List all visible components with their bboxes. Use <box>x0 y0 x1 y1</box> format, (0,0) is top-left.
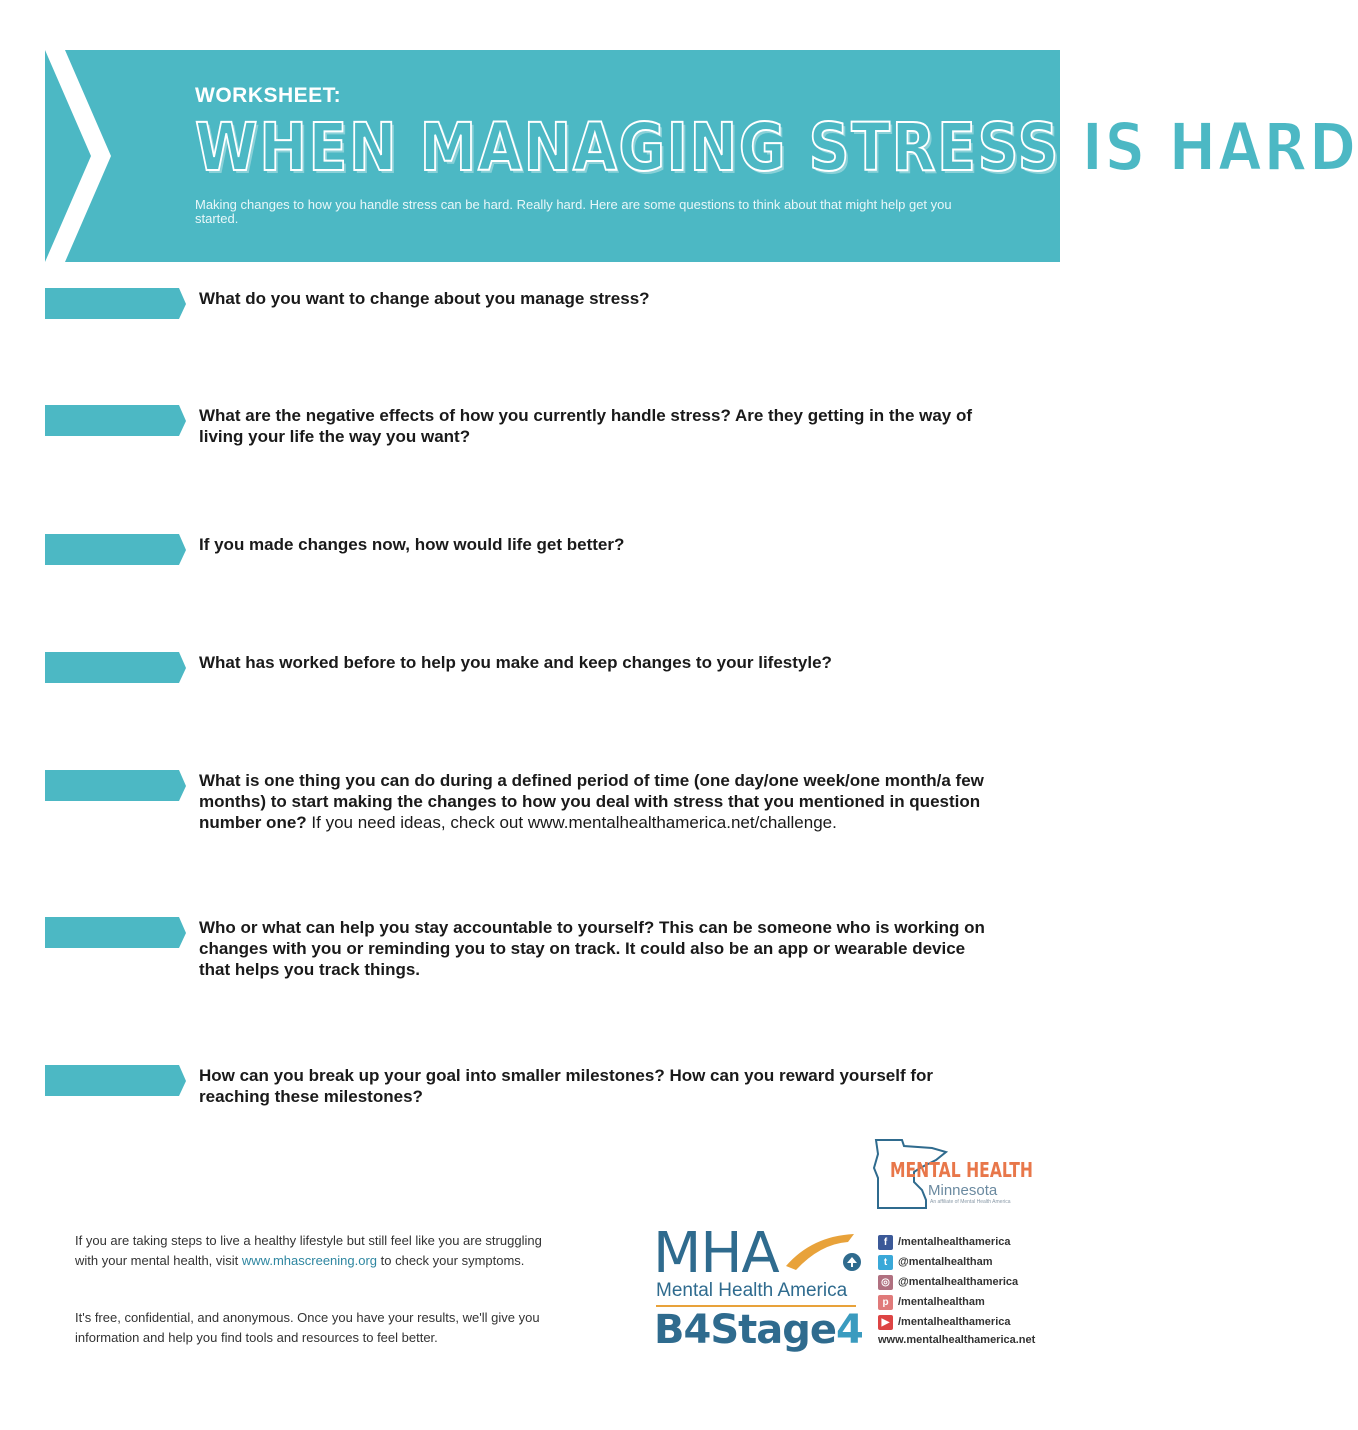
instagram-icon: ◎ <box>878 1275 893 1290</box>
question-text: What are the negative effects of how you currently handle stress? Are they getting in the way of living your life the way you want? <box>199 406 973 446</box>
mhm-logo-name: MENTAL HEALTH <box>890 1158 1033 1182</box>
question-text: Who or what can help you stay accountable to yourself? This can be someone who is working on changes with you or reminding you to stay on track. It could also be an app or wearable device that helps you track things. <box>199 918 985 979</box>
question-text <box>199 770 999 833</box>
worksheet-intro: Making changes to how you handle stress can be hard. Really hard. Here are some questions to think about that might help get you started. <box>195 197 952 226</box>
question-text: What has worked before to help you make and keep changes to your lifestyle? <box>199 653 832 672</box>
social-instagram[interactable]: ◎ @mentalhealthamerica <box>878 1275 1048 1293</box>
b4stage4-logo: B4Stage4 <box>654 1307 863 1353</box>
social-youtube[interactable]: ▶ /mentalhealthamerica <box>878 1315 1048 1333</box>
twitter-icon: t <box>878 1255 893 1270</box>
question-text: What do you want to change about you manage stress? <box>199 289 650 308</box>
social-facebook[interactable]: f /mentalhealthamerica <box>878 1235 1048 1253</box>
mhascreening-link[interactable]: www.mhascreening.org <box>241 1252 378 1268</box>
question-marker <box>45 534 187 566</box>
mha-logo-letters: MHA <box>653 1221 779 1286</box>
footer-paragraph-1: If you are taking steps to live a healthy lifestyle but still feel like you are struggling with your mental health, visit www.mhascreening.org to check your symptoms. <box>75 1233 542 1268</box>
question-ideas-link[interactable]: If you need ideas, check out www.mentalhealthamerica.net/challenge. <box>311 813 837 832</box>
question-marker <box>45 917 187 949</box>
youtube-icon: ▶ <box>878 1315 893 1330</box>
question-marker <box>45 770 187 802</box>
facebook-icon: f <box>878 1235 893 1250</box>
question-marker <box>45 652 187 684</box>
question-marker <box>45 1065 187 1097</box>
mha-logo-fullname: Mental Health America <box>656 1280 848 1301</box>
question-text: How can you break up your goal into smaller milestones? How can you reward yourself for reaching these milestones? <box>199 1066 933 1106</box>
social-twitter[interactable]: t @mentalhealtham <box>878 1255 1048 1273</box>
website-link[interactable]: www.mentalhealthamerica.net <box>878 1334 1036 1346</box>
question-marker <box>45 405 187 437</box>
worksheet-title: WHEN MANAGING STRESS IS HARD <box>195 109 1358 186</box>
mha-swoosh-icon <box>782 1228 862 1278</box>
social-pinterest[interactable]: p /mentalhealtham <box>878 1295 1048 1313</box>
mhm-logo-affiliate: An affiliate of Mental Health America <box>930 1199 1011 1205</box>
mhm-logo-state: Minnesota <box>928 1182 998 1199</box>
footer-paragraph-2: It's free, confidential, and anonymous. Once you have your results, we'll give you information and help you find tools and resources to feel better. <box>75 1310 540 1345</box>
chevron-decoration <box>45 50 125 262</box>
question-text-main: What is one thing you can do during a defined period of time (one day/one week/one month/a few months) to start making the changes to how you deal with stress that you mentioned in question number one? <box>199 771 984 832</box>
question-marker <box>45 288 187 320</box>
worksheet-label: WORKSHEET: <box>195 84 342 107</box>
pinterest-icon: p <box>878 1295 893 1310</box>
question-text: If you made changes now, how would life get better? <box>199 535 625 554</box>
